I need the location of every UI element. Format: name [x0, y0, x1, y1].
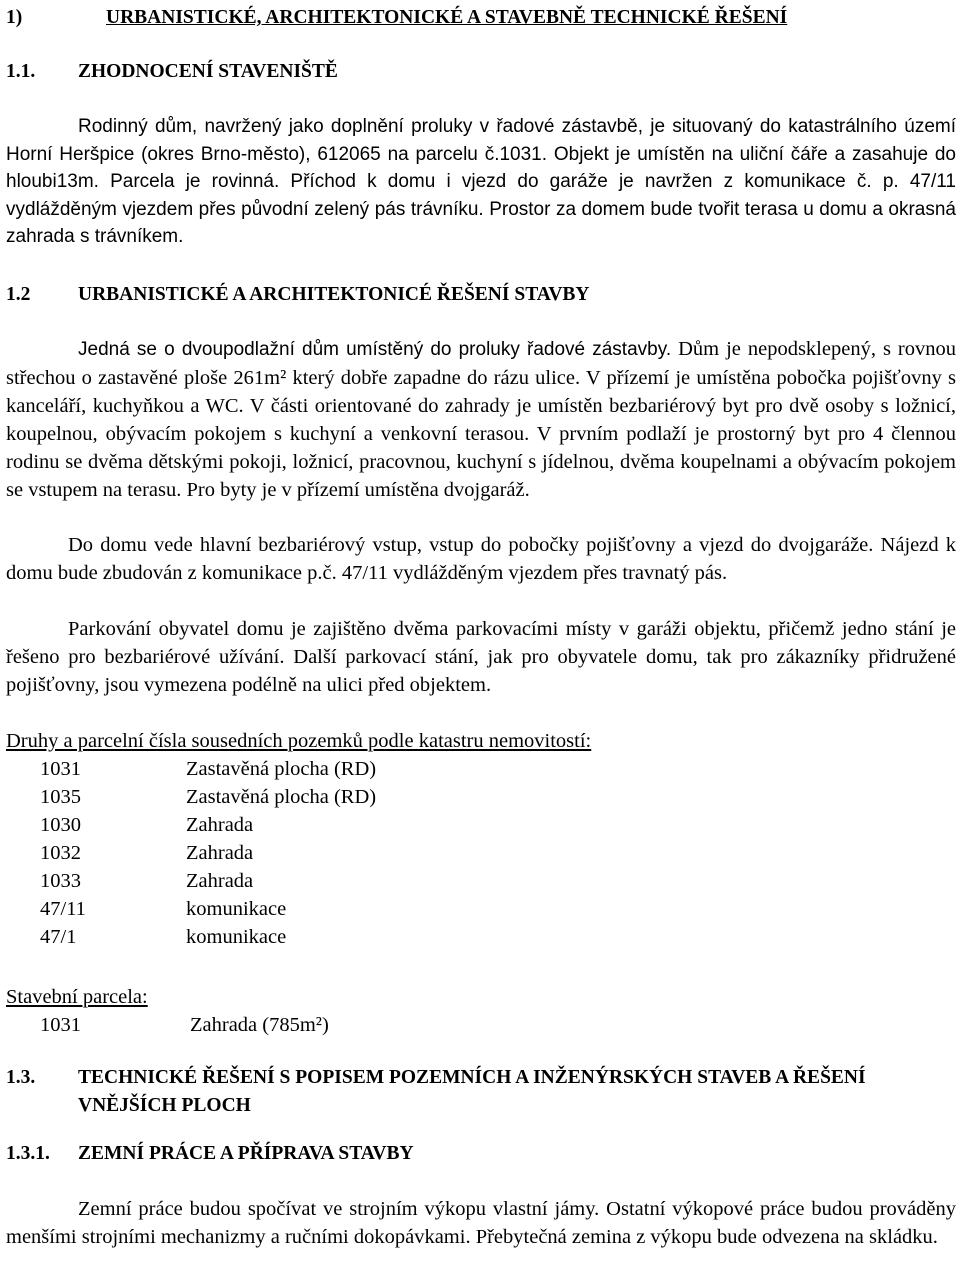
neighbor-row — [40, 923, 640, 951]
section-number: 1.2 — [6, 284, 31, 305]
neighbor-row — [40, 783, 640, 811]
section-title: TECHNICKÉ ŘEŠENÍ S POPISEM POZEMNÍCH A INŽENÝRSKÝCH STAVEB A ŘEŠENÍ VNĚJŠÍCH PLOCH — [78, 1067, 866, 1116]
section-number: 1.3.1. — [6, 1143, 50, 1164]
parcel-type: Zastavěná plocha (RD) — [186, 786, 377, 808]
section-heading-1-3-1 — [6, 1140, 956, 1168]
section-number: 1) — [6, 7, 23, 28]
neighbor-row — [40, 755, 640, 783]
neighbor-row — [40, 839, 640, 867]
parcel-number: 47/11 — [40, 898, 86, 920]
paragraph-body: Dům je nepodsklepený, s rovnou střechou o zastavěné ploše 261m² který dobře zapadne do rázu ulice. V přízemí je umístěna pobočka pojišťovny s kanceláří, kuchyňkou a WC. V části orientované do zahrady je umístěn bezbariérový byt pro dvě osoby s ložnicí, koupelnou, obývacím pokojem s kuchyní a venkovní terasou. V prvním podlaží je prostorný byt pro 4 člennou rodinu se dvěma dětskými pokoji, ložnicí, pracovnou, kuchyní s jídelnou, dvěma koupelnami a obývacím pokojem se vstupem na terasu. Pro byty je v přízemí umístěna dvojgaráž. — [6, 338, 956, 501]
neighbors-heading: Druhy a parcelní čísla sousedních pozemků podle katastru nemovitostí: — [6, 730, 592, 752]
section-number: 1.3. — [6, 1067, 36, 1088]
section-heading-1-1 — [6, 58, 956, 86]
paragraph-parking: Parkování obyvatel domu je zajištěno dvěma parkovacími místy v garáži objektu, přičemž jedno stání je řešeno pro bezbariérové užívání. Další parkovací stání, jak pro obyvatele domu, tak pro zákazníky přidružené pojišťovny, jsou vymezena podélně na ulici před objektem. — [6, 618, 956, 696]
paragraph-lead: Jedná se o dvoupodlažní dům umístěný do proluky řadové zástavby. — [78, 339, 672, 360]
section-heading-1-3 — [6, 1064, 956, 1120]
parcel-number: 1030 — [40, 814, 81, 836]
parcel-type: Zahrada (785m²) — [190, 1014, 329, 1036]
building-plot-heading: Stavební parcela: — [6, 986, 148, 1008]
parcel-type: komunikace — [186, 926, 287, 948]
paragraph-architecture — [6, 335, 956, 504]
parcel-number: 1031 — [40, 1014, 81, 1036]
section-heading-1-2 — [6, 281, 956, 309]
section-heading-1 — [6, 4, 956, 32]
parcel-type: Zastavěná plocha (RD) — [186, 758, 377, 780]
parcel-type: Zahrada — [186, 870, 254, 892]
parcel-number: 1031 — [40, 758, 81, 780]
section-number: 1.1. — [6, 61, 36, 82]
parcel-number: 1033 — [40, 870, 81, 892]
section-title: URBANISTICKÉ, ARCHITEKTONICKÉ A STAVEBNĚ TECHNICKÉ ŘEŠENÍ — [106, 7, 788, 28]
paragraph-earthworks: Zemní práce budou spočívat ve strojním výkopu vlastní jámy. Ostatní výkopové práce budou prováděny menšími strojními mechanizmy a ručními dokopávkami. Přebytečná zemina z výkopu bude odvezena na skládku. — [6, 1198, 956, 1248]
parcel-number: 1035 — [40, 786, 81, 808]
parcel-type: Zahrada — [186, 814, 254, 836]
neighbor-row — [40, 895, 640, 923]
section-title: ZHODNOCENÍ STAVENIŠTĚ — [78, 61, 338, 82]
paragraph-access: Do domu vede hlavní bezbariérový vstup, vstup do pobočky pojišťovny a vjezd do dvojgaráže. Nájezd k domu bude zbudován z komunikace p.č. 47/11 vydlážděným vjezdem přes travnatý pás. — [6, 534, 956, 584]
neighbor-row — [40, 867, 640, 895]
building-plot-row — [40, 1011, 640, 1039]
parcel-type: komunikace — [186, 898, 287, 920]
parcel-number: 47/1 — [40, 926, 77, 948]
section-title: ZEMNÍ PRÁCE A PŘÍPRAVA STAVBY — [78, 1143, 414, 1164]
paragraph-site-assessment: Rodinný dům, navržený jako doplnění proluky v řadové zástavbě, je situovaný do katastrálního území Horní Heršpice (okres Brno-město), 612065 na parcelu č.1031. Objekt je umístěn na uliční čáře a zasahuje do hloubi13m. Parcela je rovinná. Příchod k domu i vjezd do garáže je navržen z komunikace č. p. 47/11 vydlážděným vjezdem přes původní zelený pás trávníku. Prostor za domem bude tvořit terasa u domu a okrasná zahrada s trávníkem. — [6, 116, 956, 247]
section-title: URBANISTICKÉ A ARCHITEKTONICÉ ŘEŠENÍ STAVBY — [78, 284, 590, 305]
neighbor-row — [40, 811, 640, 839]
parcel-number: 1032 — [40, 842, 81, 864]
parcel-type: Zahrada — [186, 842, 254, 864]
